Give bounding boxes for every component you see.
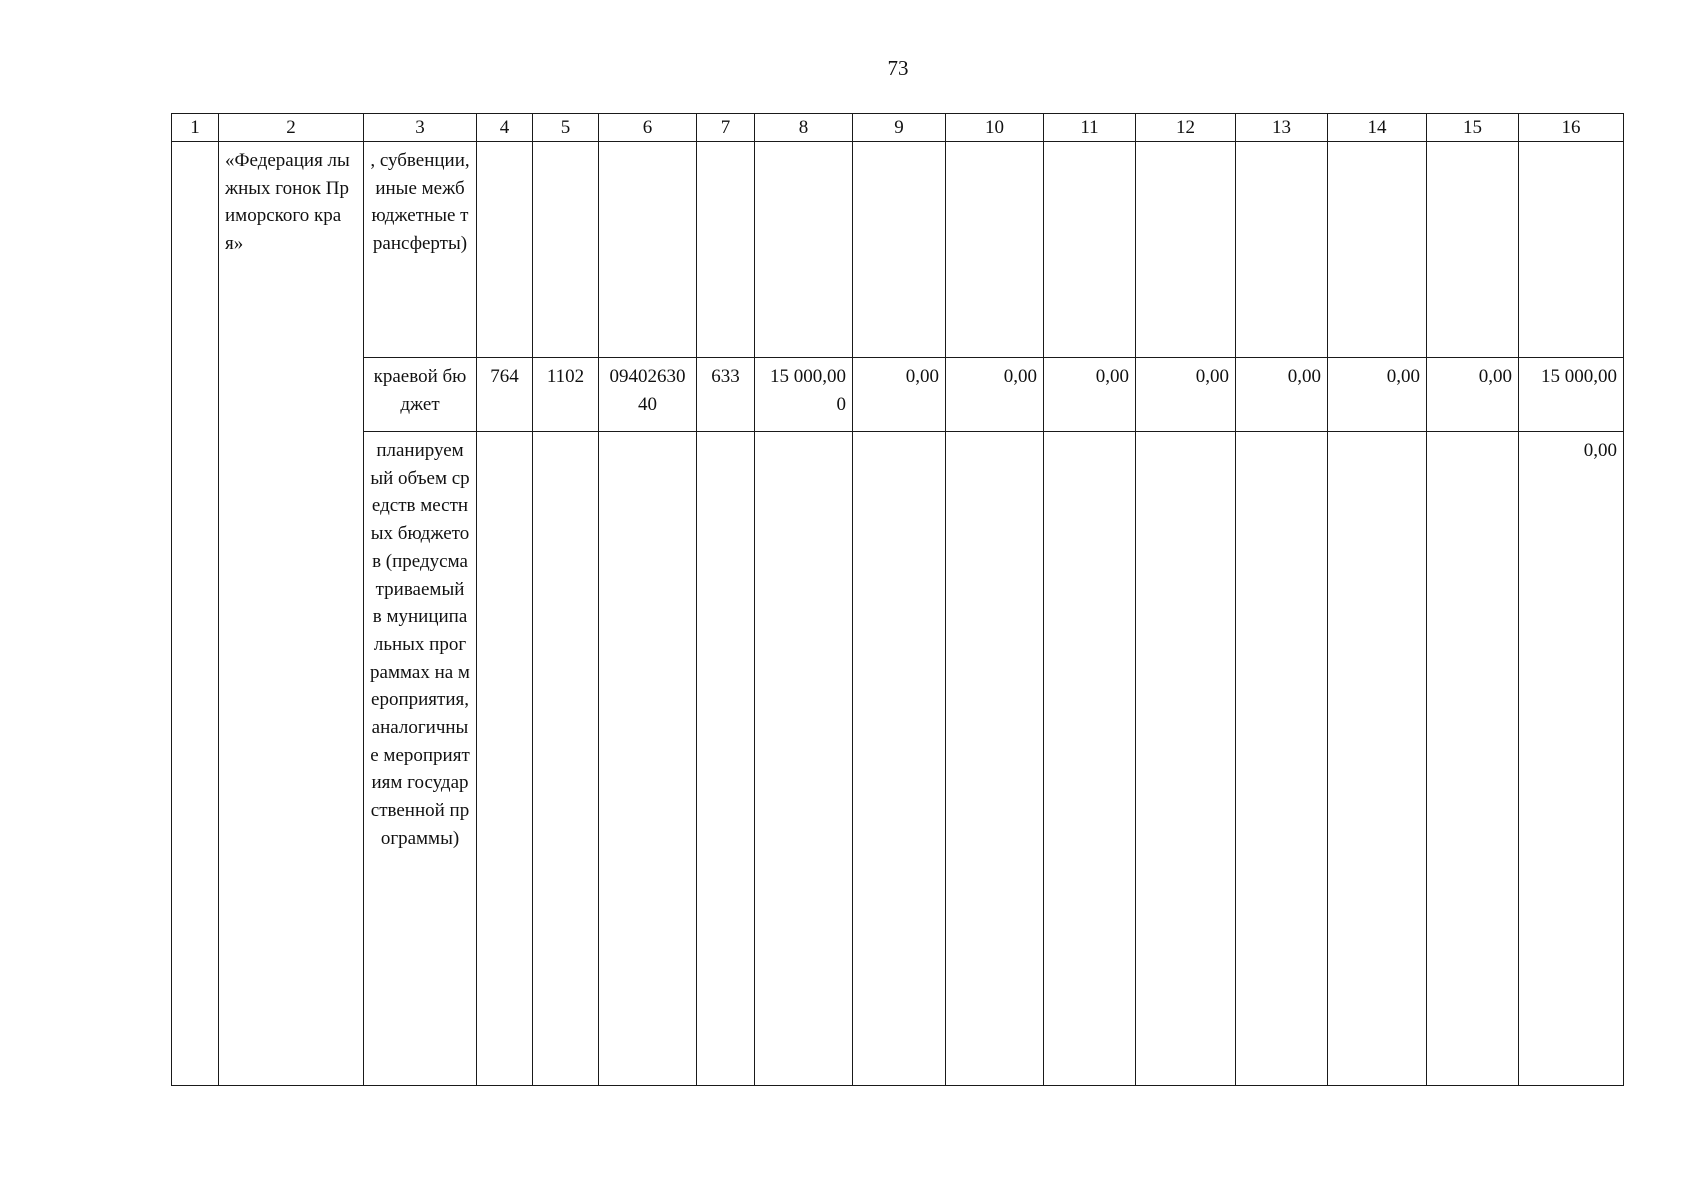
column-header-2: 2	[219, 114, 364, 142]
cell-col13	[1236, 432, 1328, 1086]
cell-col14	[1328, 142, 1427, 358]
column-header-9: 9	[853, 114, 946, 142]
column-header-16: 16	[1519, 114, 1624, 142]
organization-name-cell: «Федерация лыжных гонок Приморского края»	[219, 142, 364, 1086]
column-header-6: 6	[599, 114, 697, 142]
column-number-header-row	[172, 114, 1624, 142]
cell-col9	[853, 142, 946, 358]
funding-source-cell: краевой бюджет	[364, 358, 477, 432]
cell-col16: 15 000,00	[1519, 358, 1624, 432]
cell-col12	[1136, 432, 1236, 1086]
row-number-cell	[172, 142, 219, 1086]
cell-col4	[477, 432, 533, 1086]
funding-source-cell: планируемый объем средств местных бюджетов (предусматриваемый в муниципальных программах на мероприятия, аналогичные мероприятиям государственной программы)	[364, 432, 477, 1086]
cell-col5	[533, 432, 599, 1086]
column-header-7: 7	[697, 114, 755, 142]
column-header-11: 11	[1044, 114, 1136, 142]
column-header-8: 8	[755, 114, 853, 142]
cell-col12	[1136, 142, 1236, 358]
cell-col8	[755, 432, 853, 1086]
cell-col9: 0,00	[853, 358, 946, 432]
cell-col16: 0,00	[1519, 432, 1624, 1086]
table-row	[172, 142, 1624, 358]
cell-col5: 1102	[533, 358, 599, 432]
cell-col10	[946, 432, 1044, 1086]
funding-source-cell: , субвенции, иные межбюджетные трансферты)	[364, 142, 477, 358]
cell-col6	[599, 142, 697, 358]
table-row	[172, 432, 1624, 1086]
cell-col6: 0940263040	[599, 358, 697, 432]
cell-col13	[1236, 142, 1328, 358]
cell-col14	[1328, 432, 1427, 1086]
cell-col7: 633	[697, 358, 755, 432]
column-header-4: 4	[477, 114, 533, 142]
cell-col8: 15 000,000	[755, 358, 853, 432]
cell-col11	[1044, 142, 1136, 358]
cell-col7	[697, 432, 755, 1086]
cell-col11	[1044, 432, 1136, 1086]
cell-col16	[1519, 142, 1624, 358]
column-header-10: 10	[946, 114, 1044, 142]
cell-col4: 764	[477, 358, 533, 432]
cell-col15	[1427, 142, 1519, 358]
cell-col10	[946, 142, 1044, 358]
column-header-5: 5	[533, 114, 599, 142]
cell-col5	[533, 142, 599, 358]
column-header-12: 12	[1136, 114, 1236, 142]
cell-col4	[477, 142, 533, 358]
column-header-13: 13	[1236, 114, 1328, 142]
cell-col14: 0,00	[1328, 358, 1427, 432]
cell-col15	[1427, 432, 1519, 1086]
table-row	[172, 358, 1624, 432]
cell-col15: 0,00	[1427, 358, 1519, 432]
cell-col13: 0,00	[1236, 358, 1328, 432]
column-header-3: 3	[364, 114, 477, 142]
cell-col6	[599, 432, 697, 1086]
cell-col7	[697, 142, 755, 358]
column-header-15: 15	[1427, 114, 1519, 142]
cell-col10: 0,00	[946, 358, 1044, 432]
cell-col11: 0,00	[1044, 358, 1136, 432]
cell-col12: 0,00	[1136, 358, 1236, 432]
page-number: 73	[887, 56, 909, 80]
budget-table	[171, 113, 1624, 1086]
cell-col8	[755, 142, 853, 358]
column-header-1: 1	[172, 114, 219, 142]
column-header-14: 14	[1328, 114, 1427, 142]
cell-col9	[853, 432, 946, 1086]
